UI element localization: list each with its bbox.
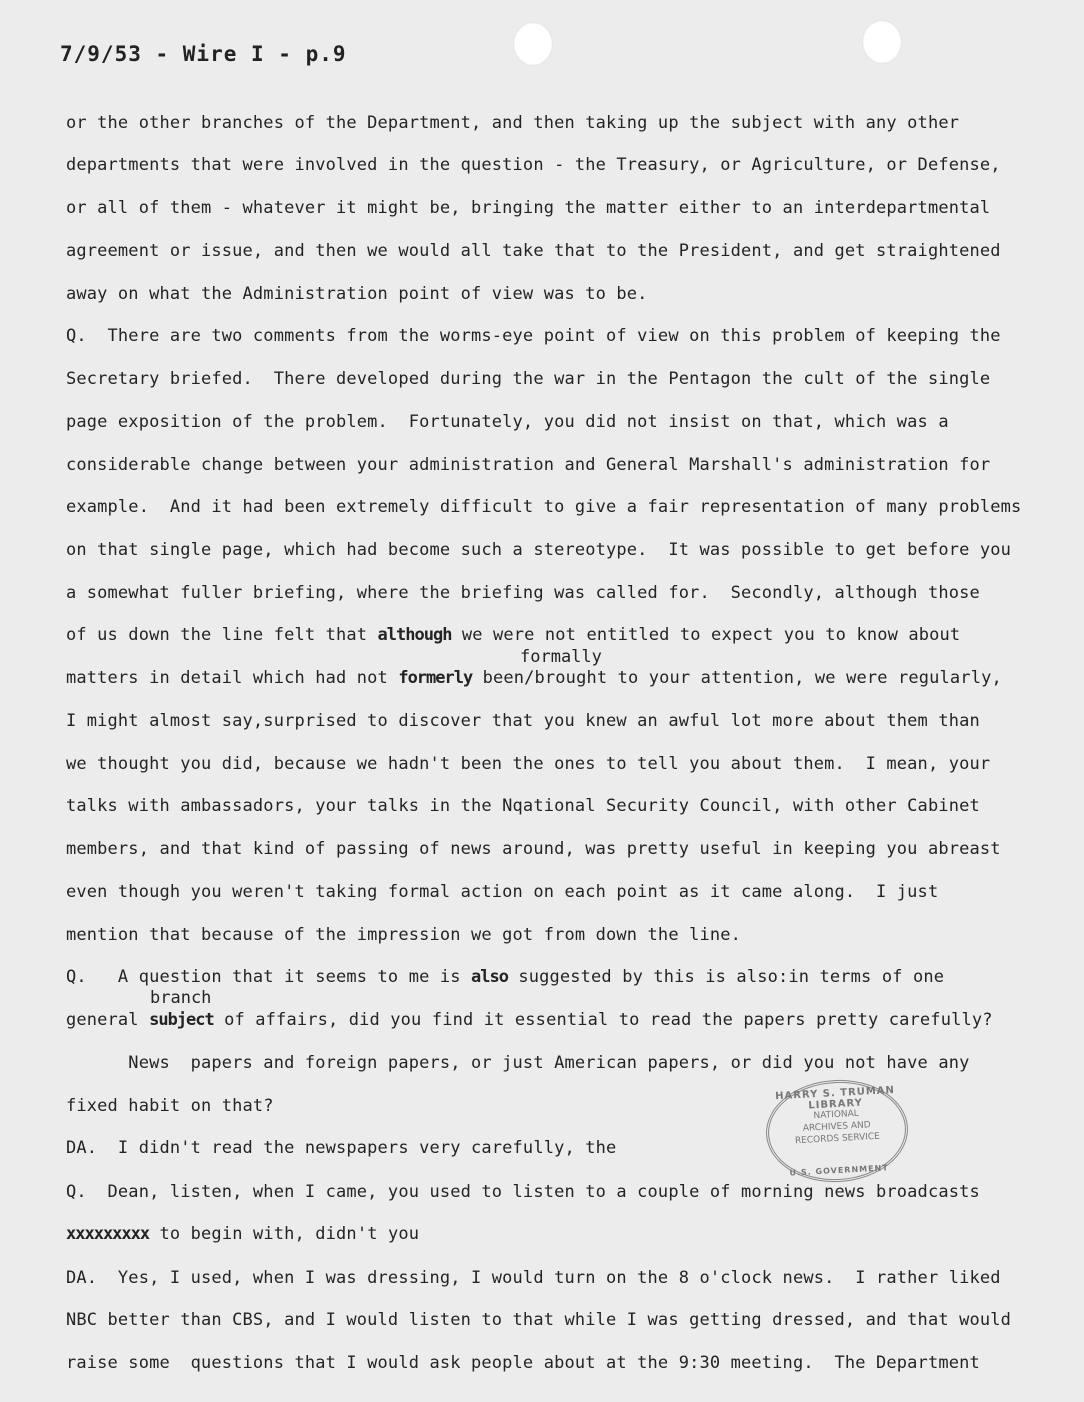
handwritten-insertion: formally <box>520 647 602 667</box>
line-text: matters in detail which had not <box>66 668 399 688</box>
line-text: general <box>66 1010 150 1030</box>
text-line <box>66 1010 993 1030</box>
struck-word: although <box>377 625 452 645</box>
text-line: fixed habit on that? <box>66 1096 274 1116</box>
struck-word: xxxxxxxxx <box>66 1224 150 1244</box>
text-line: DA. Yes, I used, when I was dressing, I would turn on the 8 o'clock news. I rather liked <box>66 1268 1001 1288</box>
text-line: considerable change between your administration and General Marshall's administration for <box>66 455 991 475</box>
line-text: of affairs, did you find it essential to read the papers pretty carefully? <box>213 1010 993 1030</box>
struck-word: formerly <box>398 668 473 688</box>
text-line: members, and that kind of passing of news around, was pretty useful in keeping you abreast <box>66 839 1001 859</box>
line-text: to begin with, didn't you <box>149 1224 420 1244</box>
text-line: even though you weren't taking formal action on each point as it came along. I just <box>66 882 939 902</box>
text-line: we thought you did, because we hadn't been the ones to tell you about them. I mean, your <box>66 754 991 774</box>
text-line: mention that because of the impression we got from down the line. <box>66 925 742 945</box>
text-line: News papers and foreign papers, or just American papers, or did you not have any <box>66 1053 970 1073</box>
text-line <box>66 668 1002 688</box>
text-line <box>66 967 944 987</box>
handwritten-insertion: branch <box>150 988 212 1008</box>
text-line <box>66 625 960 645</box>
text-line: away on what the Administration point of view was to be. <box>66 284 648 304</box>
punch-hole <box>513 22 553 66</box>
page-header: 7/9/53 - Wire I - p.9 <box>60 42 347 66</box>
text-line: Q. There are two comments from the worms-eye point of view on this problem of keeping the <box>66 326 1001 346</box>
text-line: DA. I didn't read the newspapers very carefully, the <box>66 1138 617 1158</box>
text-line: Q. Dean, listen, when I came, you used to listen to a couple of morning news broadcasts <box>66 1182 980 1202</box>
text-line: talks with ambassadors, your talks in the Nqational Security Council, with other Cabinet <box>66 796 980 816</box>
text-line: I might almost say,surprised to discover that you knew an awful lot more about them than <box>66 711 980 731</box>
line-text: Q. A question that it seems to me is <box>66 967 472 987</box>
line-text: suggested by this is also:in terms of one <box>507 967 945 987</box>
text-line: a somewhat fuller briefing, where the briefing was called for. Secondly, although those <box>66 583 980 603</box>
line-text: of us down the line felt that <box>66 625 378 645</box>
text-line <box>66 1224 419 1244</box>
text-line: example. And it had been extremely difficult to give a fair representation of many problems <box>66 497 1022 517</box>
archive-stamp <box>763 1076 910 1185</box>
text-line: or the other branches of the Department, and then taking up the subject with any other <box>66 113 960 133</box>
text-line: raise some questions that I would ask people about at the 9:30 meeting. The Department <box>66 1353 980 1373</box>
line-text: we were not entitled to expect you to know about <box>451 625 961 645</box>
line-text: been/brought to your attention, we were regularly, <box>472 668 1002 688</box>
struck-word: also <box>471 967 508 987</box>
stamp-top-text: HARRY S. TRUMAN LIBRARY <box>774 1084 896 1112</box>
text-line: page exposition of the problem. Fortunately, you did not insist on that, which was a <box>66 412 949 432</box>
text-line: agreement or issue, and then we would all take that to the President, and get straightened <box>66 241 1001 261</box>
struck-word: subject <box>149 1010 214 1030</box>
text-line: departments that were involved in the question - the Treasury, or Agriculture, or Defense, <box>66 155 1001 175</box>
punch-hole <box>862 20 902 64</box>
stamp-bottom-text: U.S. GOVERNMENT <box>789 1163 889 1178</box>
text-line: NBC better than CBS, and I would listen to that while I was getting dressed, and that would <box>66 1310 1012 1330</box>
text-line: or all of them - whatever it might be, bringing the matter either to an interdepartmental <box>66 198 991 218</box>
text-line: Secretary briefed. There developed during the war in the Pentagon the cult of the single <box>66 369 991 389</box>
stamp-middle-text: NATIONAL ARCHIVES AND RECORDS SERVICE <box>794 1108 881 1147</box>
text-line: on that single page, which had become such a stereotype. It was possible to get before you <box>66 540 1012 560</box>
